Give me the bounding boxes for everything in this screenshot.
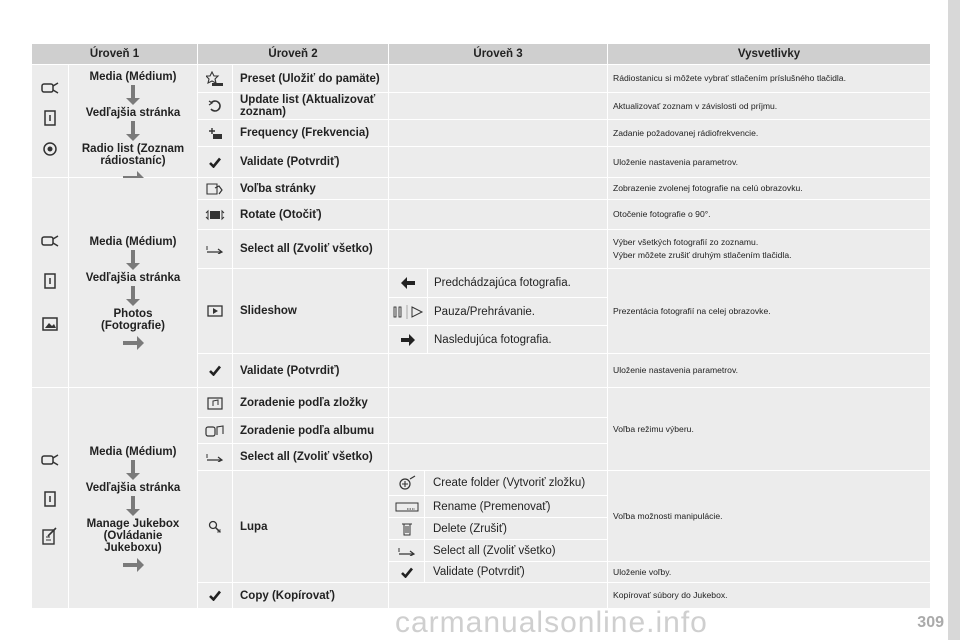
row-slideshow-desc: Prezentácia fotografií na celej obrazovke. [608, 269, 930, 353]
row-page-choice-level3 [389, 178, 607, 199]
row-validate-level3 [389, 147, 607, 177]
slideshow-next-label: Nasledujúca fotografia. [428, 326, 607, 353]
rotate-icon [198, 200, 232, 229]
row-select-all-level3 [389, 444, 607, 470]
page-number: 309 [917, 614, 944, 631]
frequency-icon [198, 120, 232, 146]
row-copy-label: Copy (Kopírovať) [233, 583, 388, 608]
play-pause-icon [389, 298, 427, 325]
slideshow-icon [198, 269, 232, 353]
row-update-level3 [389, 93, 607, 119]
next-arrow-icon [389, 326, 427, 353]
page-icon [40, 490, 60, 508]
rename-icon [389, 496, 424, 517]
folder-sort-icon [198, 388, 232, 417]
row-update-desc: Aktualizovať zoznam v závislosti od príjmu. [608, 93, 930, 119]
slideshow-prev-label: Predchádzajúca fotografia. [428, 269, 607, 297]
row-selection-mode-desc: Voľba režimu výberu. [608, 388, 930, 470]
check-icon [198, 147, 232, 177]
row-validate-choice-desc: Uloženie voľby. [608, 562, 930, 582]
arrow-down-icon [131, 85, 135, 99]
group2-icon-col [32, 178, 68, 387]
row-rotate-desc: Otočenie fotografie o 90°. [608, 200, 930, 229]
page-edge-bar [948, 0, 960, 640]
level1-media: Media (Médium) [89, 236, 177, 248]
level1-photos: Photos (Fotografie) [101, 308, 165, 332]
row-sort-folder-level3 [389, 388, 607, 417]
group1-level1 [69, 65, 197, 177]
lupa-create-folder-label: Create folder (Vytvoriť zložku) [425, 471, 607, 495]
level1-manage-jukebox: Manage Jukebox (Ovládanie Jukeboxu) [86, 518, 180, 554]
row-rotate-level3 [389, 200, 607, 229]
group3-level1 [69, 388, 197, 608]
select-all-icon [198, 230, 232, 268]
row-frequency-level3 [389, 120, 607, 146]
row-validate-level3 [389, 354, 607, 387]
jukebox-icon [40, 526, 60, 546]
level1-subpage: Vedľajšia stránka [85, 272, 181, 284]
star-icon [198, 65, 232, 92]
row-frequency-label: Frequency (Frekvencia) [233, 120, 388, 146]
row-copy-desc: Kopírovať súbory do Jukebox. [608, 583, 930, 608]
group2-level1 [69, 178, 197, 387]
create-folder-icon [389, 471, 424, 495]
check-icon [198, 583, 232, 608]
row-preset-level3 [389, 65, 607, 92]
header-level1: Úroveň 1 [32, 44, 197, 64]
page-icon [40, 109, 60, 127]
row-sort-album-level3 [389, 418, 607, 443]
row-sort-folder-label: Zoradenie podľa zložky [233, 388, 388, 417]
header-level2: Úroveň 2 [198, 44, 388, 64]
lupa-delete-label: Delete (Zrušiť) [425, 518, 607, 539]
row-preset-desc: Rádiostanicu si môžete vybrať stlačením príslušného tlačidla. [608, 65, 930, 92]
prev-arrow-icon [389, 269, 427, 297]
level1-radio-list: Radio list (Zoznam rádiostaníc) [81, 143, 185, 167]
radio-icon [40, 140, 60, 158]
media-icon [40, 451, 60, 469]
row-copy-level3 [389, 583, 607, 608]
lupa-rename-label: Rename (Premenovať) [425, 496, 607, 517]
media-icon [40, 79, 60, 97]
row-frequency-desc: Zadanie požadovanej rádiofrekvencie. [608, 120, 930, 146]
arrow-right-icon [123, 563, 137, 567]
row-lupa-label: Lupa [233, 471, 388, 582]
level1-subpage: Vedľajšia stránka [85, 107, 181, 119]
arrow-down-icon [131, 121, 135, 135]
check-icon [389, 562, 424, 582]
slideshow-play-label: Pauza/Prehrávanie. [428, 298, 607, 325]
watermark: carmanualsonline.info [395, 606, 708, 639]
hand-icon [198, 178, 232, 199]
row-sort-album-label: Zoradenie podľa albumu [233, 418, 388, 443]
group1-icon-col [32, 65, 68, 177]
desc-line: Výber všetkých fotografií zo zoznamu. [613, 237, 759, 247]
row-select-all-level3 [389, 230, 607, 268]
row-validate-label: Validate (Potvrdiť) [233, 354, 388, 387]
row-preset-label: Preset (Uložiť do pamäte) [233, 65, 388, 92]
level1-media: Media (Médium) [89, 71, 177, 83]
arrow-down-icon [131, 496, 135, 510]
arrow-down-icon [131, 250, 135, 264]
row-validate-label: Validate (Potvrdiť) [233, 147, 388, 177]
album-sort-icon [198, 418, 232, 443]
header-level3: Úroveň 3 [389, 44, 607, 64]
refresh-icon [198, 93, 232, 119]
arrow-right-icon [123, 341, 137, 345]
lupa-select-all-label: Select all (Zvoliť všetko) [425, 540, 607, 561]
row-select-all-desc [608, 230, 930, 268]
row-page-choice-label: Voľba stránky [233, 178, 388, 199]
row-page-choice-desc: Zobrazenie zvolenej fotografie na celú obrazovku. [608, 178, 930, 199]
row-validate-desc: Uloženie nastavenia parametrov. [608, 147, 930, 177]
arrow-down-icon [131, 460, 135, 474]
row-update-label: Update list (Aktualizovať zoznam) [233, 93, 388, 119]
group3-icon-col [32, 388, 68, 608]
row-rotate-label: Rotate (Otočiť) [233, 200, 388, 229]
row-validate-desc: Uloženie nastavenia parametrov. [608, 354, 930, 387]
row-select-all-label: Select all (Zvoliť všetko) [233, 230, 388, 268]
level1-subpage: Vedľajšia stránka [85, 482, 181, 494]
photo-icon [40, 315, 60, 333]
row-manipulation-desc: Voľba možnosti manipulácie. [608, 471, 930, 561]
check-icon [198, 354, 232, 387]
row-select-all-label: Select all (Zvoliť všetko) [233, 444, 388, 470]
header-explanations: Vysvetlivky [608, 44, 930, 64]
select-all-icon [198, 444, 232, 470]
arrow-down-icon [131, 286, 135, 300]
media-icon [40, 232, 60, 250]
magnifier-icon [198, 471, 232, 582]
select-all-icon [389, 540, 424, 561]
trash-icon [389, 518, 424, 539]
row-slideshow-label: Slideshow [233, 269, 388, 353]
desc-line: Výber môžete zrušiť druhým stlačením tlačidla. [613, 250, 792, 260]
page-icon [40, 272, 60, 290]
lupa-validate-label: Validate (Potvrdiť) [425, 562, 607, 582]
level1-media: Media (Médium) [89, 446, 177, 458]
